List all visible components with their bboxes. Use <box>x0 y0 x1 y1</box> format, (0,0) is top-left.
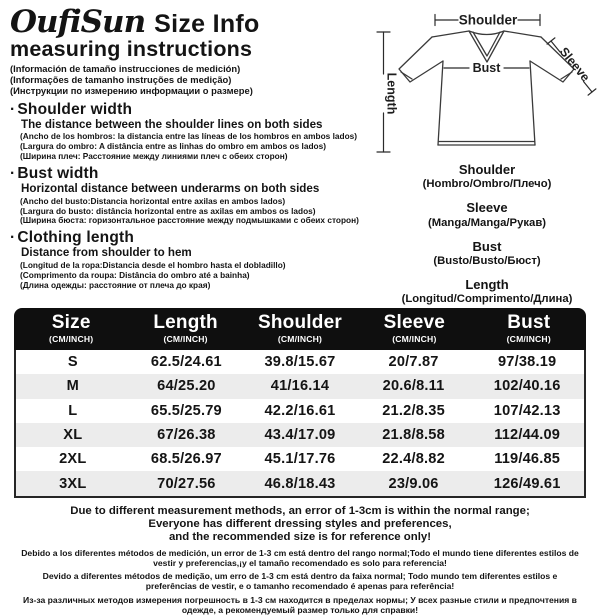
disclaimer-line: and the recommended size is for reference only! <box>168 531 432 544</box>
legend-name: Sleeve <box>466 200 508 216</box>
column-label: Shoulder <box>258 312 342 333</box>
table-row-2xl <box>16 447 584 471</box>
cell-length: 70/27.56 <box>157 475 216 492</box>
section-translation-pt: (Largura do busto: distância horizontal entre as axilas em ambos os lados) <box>20 205 316 216</box>
section-translation-es: (Ancho del busto:Distancia horizontal entre axilas en ambos lados) <box>20 195 286 206</box>
disclaimer-english <box>0 505 600 545</box>
cell-bust: 126/49.61 <box>493 475 561 492</box>
cell-size: M <box>66 378 79 395</box>
section-description: Horizontal distance between underarms on both sides <box>21 182 320 196</box>
disclaimer-russian: Из-за различных методов измерения погрешность в 1-3 см находится в пределах нормы; У всех разные стили и предпочтения в одежде, а рекомендуемый размер только для справки! <box>23 595 577 616</box>
cell-bust: 102/40.16 <box>493 378 561 395</box>
legend-translations: (Busto/Busto/Бюст) <box>433 254 541 267</box>
column-label: Sleeve <box>383 312 446 333</box>
cell-bust: 119/46.85 <box>494 451 561 468</box>
cell-sleeve: 21.2/8.35 <box>382 402 445 419</box>
section-translation-es: (Longitud de la ropa:Distancia desde el hombro hasta el dobladillo) <box>20 259 286 270</box>
cell-size: S <box>67 354 78 371</box>
cell-sleeve: 20.6/8.11 <box>382 378 445 395</box>
column-label: Length <box>153 312 218 333</box>
section-translation-pt: (Largura do ombro: A distância entre as linhas do ombro em ambos os lados) <box>20 141 326 152</box>
legend-translations: (Hombro/Ombro/Плечо) <box>422 178 552 191</box>
column-unit: (CM/INCH) <box>277 333 323 344</box>
cell-length: 64/25.20 <box>157 378 216 395</box>
cell-shoulder: 39.8/15.67 <box>264 354 336 371</box>
diagram-labels <box>385 13 593 115</box>
cell-shoulder: 42.2/16.61 <box>264 402 336 419</box>
section-translation-pt: (Comprimento da roupa: Distância do ombro até a bainha) <box>20 269 250 280</box>
disclaimer-portuguese: Devido a diferentes métodos de medição, um erro de 1-3 cm está dentro da faixa normal; Todo mundo tem diferentes estilos e preferências de vestir, e o tamanho recomendado é apenas para referência! <box>42 571 558 592</box>
disclaimer-line: Due to different measurement methods, an error of 1-3cm is within the normal range; <box>70 505 530 517</box>
subtitle-translation-pt: (Informações de tamanho instruções de medição) <box>10 73 232 85</box>
cell-bust: 97/38.19 <box>497 354 557 371</box>
diagram-shoulder-label: Shoulder <box>458 12 518 28</box>
table-row-3xl <box>16 471 584 495</box>
column-label: Size <box>51 312 91 333</box>
column-header-sleeve <box>357 313 471 344</box>
cell-length: 62.5/24.61 <box>150 354 222 371</box>
cell-shoulder: 43.4/17.09 <box>264 426 336 443</box>
cell-length: 65.5/25.79 <box>150 402 222 419</box>
cell-bust: 107/42.13 <box>493 402 561 419</box>
subtitle-translations <box>10 64 370 97</box>
section-translations <box>20 261 370 290</box>
column-unit: (CM/INCH) <box>163 333 208 344</box>
section-translations <box>20 197 370 226</box>
table-row-l <box>16 399 584 423</box>
page-title: Size Info <box>154 10 260 38</box>
cell-sleeve: 23/9.06 <box>388 475 439 492</box>
section-translation-ru: (Длина одежды: расстояние от плеча до края) <box>20 279 211 290</box>
section-translation-es: (Ancho de los hombros: la distancia entre las líneas de los hombros en ambos lados) <box>20 131 358 142</box>
legend-name: Bust <box>472 238 502 254</box>
cell-size: 3XL <box>59 475 87 492</box>
column-label: Bust <box>507 312 551 333</box>
disclaimer-line: Everyone has different dressing styles and preferences, <box>148 518 452 531</box>
diagram-column <box>374 0 600 307</box>
column-header-bust <box>472 313 586 344</box>
section-description: The distance between the shoulder lines on both sides <box>21 117 323 131</box>
legend-name: Shoulder <box>458 162 516 177</box>
cell-shoulder: 45.1/17.76 <box>264 451 336 468</box>
table-row-s <box>16 350 584 374</box>
subtitle-translation-es: (Información de tamaño instrucciones de medición) <box>10 63 241 74</box>
cell-sleeve: 20/7.87 <box>388 354 439 371</box>
legend-item-shoulder <box>374 163 600 191</box>
section-translation-ru: (Ширина плеч: Расстояние между линиями плеч с обеих сторон) <box>20 151 288 162</box>
cell-shoulder: 46.8/18.43 <box>264 475 336 492</box>
top-section <box>0 0 600 307</box>
disclaimer-footer <box>0 505 600 616</box>
size-table-header <box>14 308 586 350</box>
cell-bust: 112/44.09 <box>494 426 561 443</box>
cell-sleeve: 22.4/8.82 <box>382 451 445 468</box>
column-unit: (CM/INCH) <box>506 333 551 344</box>
section-description: Distance from shoulder to hem <box>21 246 192 260</box>
column-unit: (CM/INCH) <box>392 333 437 344</box>
legend-item-bust <box>374 240 600 268</box>
size-table <box>14 308 586 498</box>
legend-translations: (Longitud/Comprimento/Длина) <box>401 293 573 306</box>
disclaimer-spanish: Debido a los diferentes métodos de medición, un error de 1-3 cm está dentro del rango normal;Todo el mundo tiene diferentes estilos de vestir y preferencias,¡y el tamaño recomendado es solo para referencia! <box>21 547 579 568</box>
legend-item-sleeve <box>374 201 600 229</box>
tshirt-measurement-diagram <box>374 6 600 158</box>
table-row-m <box>16 374 584 398</box>
section-shoulder-width <box>10 101 370 161</box>
section-heading: · Clothing length <box>10 229 370 246</box>
subtitle-translation-ru: (Инструкции по измерению информации о размере) <box>10 84 253 96</box>
column-header-length <box>128 313 242 344</box>
section-bust-width <box>10 165 370 225</box>
diagram-length-label: Length <box>384 72 399 115</box>
title-row <box>10 6 370 39</box>
column-header-shoulder <box>243 313 357 344</box>
section-translation-ru: (Ширина бюста: горизонтальное расстояние между подмышками с обеих сторон) <box>20 215 359 226</box>
legend-translations: (Manga/Manga/Рукав) <box>427 216 547 229</box>
section-heading: · Bust width <box>10 165 370 182</box>
cell-length: 68.5/26.97 <box>150 451 222 468</box>
legend-item-length <box>374 278 600 306</box>
instructions-column <box>0 0 374 307</box>
cell-sleeve: 21.8/8.58 <box>382 426 445 443</box>
cell-size: 2XL <box>59 451 87 468</box>
section-heading: · Shoulder width <box>10 101 370 118</box>
legend-name: Length <box>465 276 509 292</box>
cell-shoulder: 41/16.14 <box>270 378 330 395</box>
page-subtitle: measuring instructions <box>10 37 253 61</box>
size-table-body <box>14 350 586 498</box>
diagram-bust-label: Bust <box>472 61 501 75</box>
brand-logo: OufiSun <box>10 4 146 40</box>
section-translations <box>20 132 370 161</box>
cell-size: XL <box>63 426 83 443</box>
cell-size: L <box>68 402 78 419</box>
cell-length: 67/26.38 <box>157 426 216 443</box>
section-clothing-length <box>10 229 370 289</box>
column-unit: (CM/INCH) <box>49 333 94 344</box>
measurement-legend <box>374 163 600 306</box>
diagram-sleeve-label: Sleeve <box>556 44 593 85</box>
column-header-size <box>14 313 128 344</box>
tshirt-outline <box>399 31 574 145</box>
table-row-xl <box>16 423 584 447</box>
